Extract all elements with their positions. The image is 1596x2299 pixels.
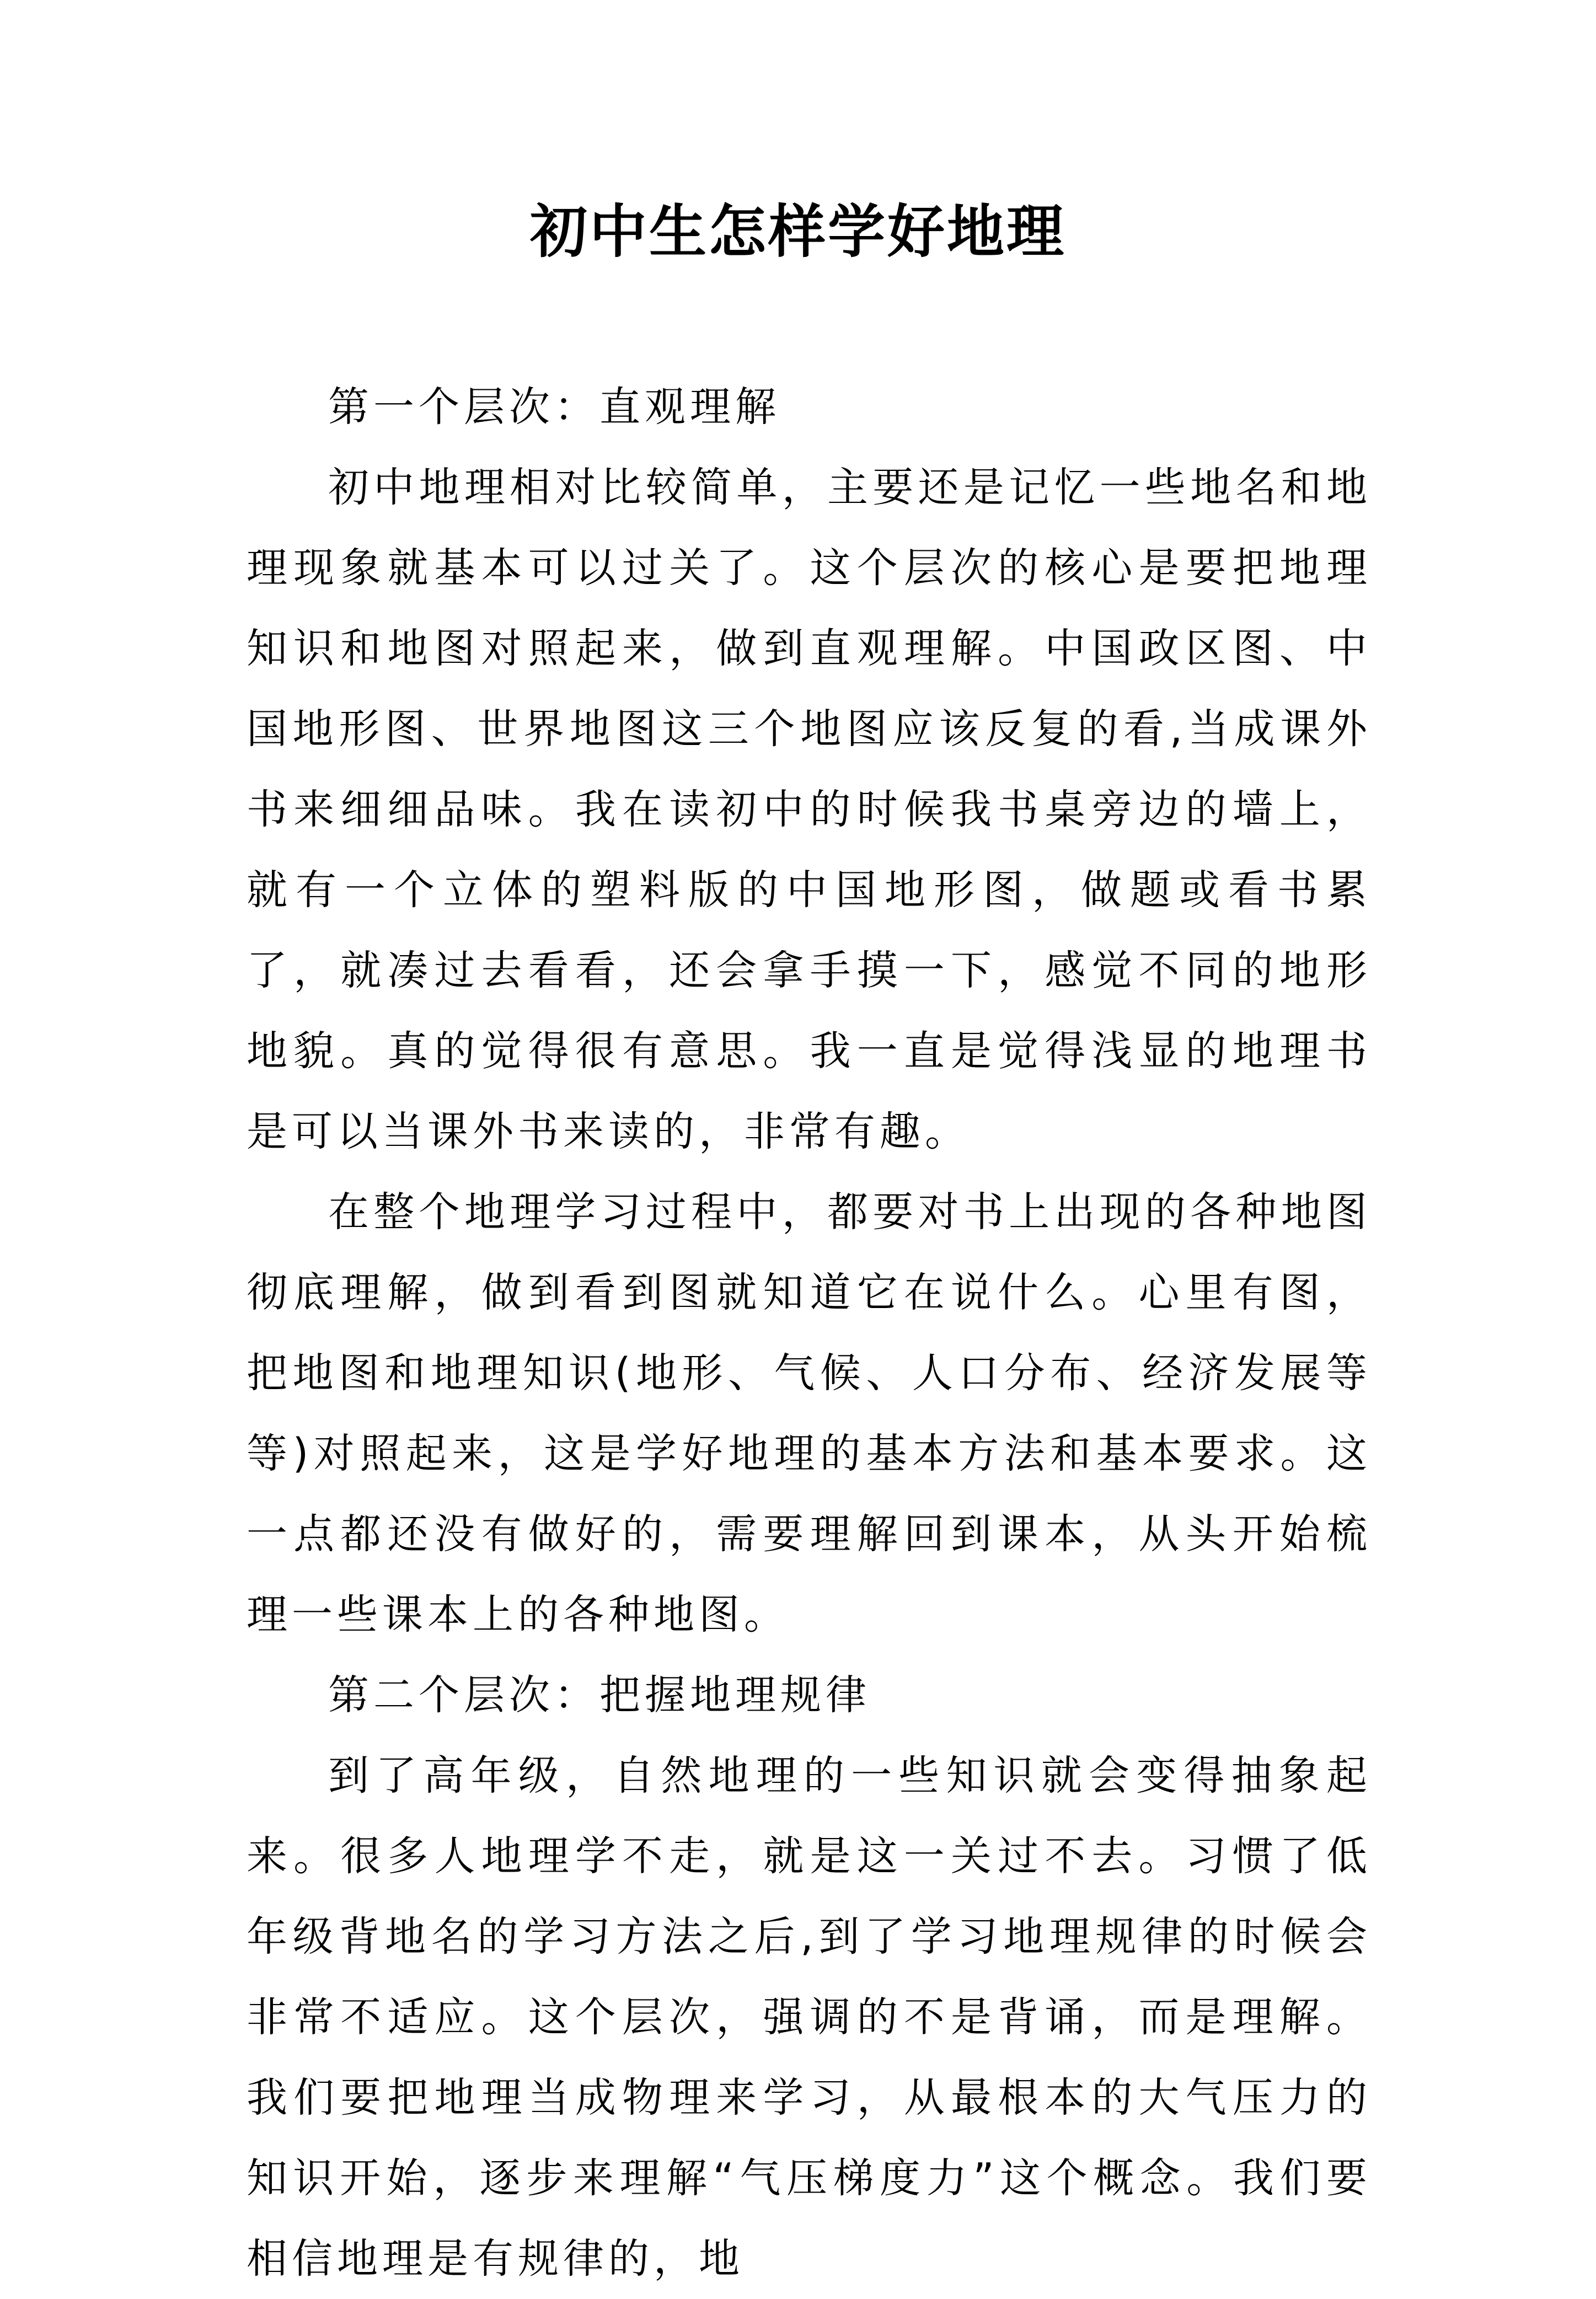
paragraph-3: 到了高年级，自然地理的一些知识就会变得抽象起来。很多人地理学不走，就是这一关过不去。习惯了低年级背地名的学习方法之后,到了学习地理规律的时候会非常不适应。这个层次，强调的不是背诵，而是理解。我们要把地理当成物理来学习，从最根本的大气压力的知识开始，逐步来理解“气压梯度力”这个概念。我们要相信地理是有规律的，地 — [247, 1752, 1372, 2282]
section-heading-2: 第二个层次：把握地理规律 — [328, 1671, 871, 1719]
document-title: 初中生怎样学好地理 — [529, 197, 1066, 265]
paragraph-1: 初中地理相对比较简单，主要还是记忆一些地名和地理现象就基本可以过关了。这个层次的核心是要把地理知识和地图对照起来，做到直观理解。中国政区图、中国地形图、世界地图这三个地图应该反复的看,当成课外书来细细品味。我在读初中的时候我书桌旁边的墙上，就有一个立体的塑料版的中国地形图，做题或看书累了，就凑过去看看，还会拿手摸一下，感觉不同的地形地貌。真的觉得很有意思。我一直是觉得浅显的地理书是可以当课外书来读的，非常有趣。 — [247, 464, 1372, 1155]
section-heading-1: 第一个层次：直观理解 — [328, 383, 780, 431]
paragraph-2: 在整个地理学习过程中，都要对书上出现的各种地图彻底理解，做到看到图就知道它在说什么。心里有图，把地图和地理知识(地形、气候、人口分布、经济发展等等)对照起来，这是学好地理的基本方法和基本要求。这一点都还没有做好的，需要理解回到课本，从头开始梳理一些课本上的各种地图。 — [247, 1188, 1372, 1638]
document-body — [247, 367, 1372, 2299]
